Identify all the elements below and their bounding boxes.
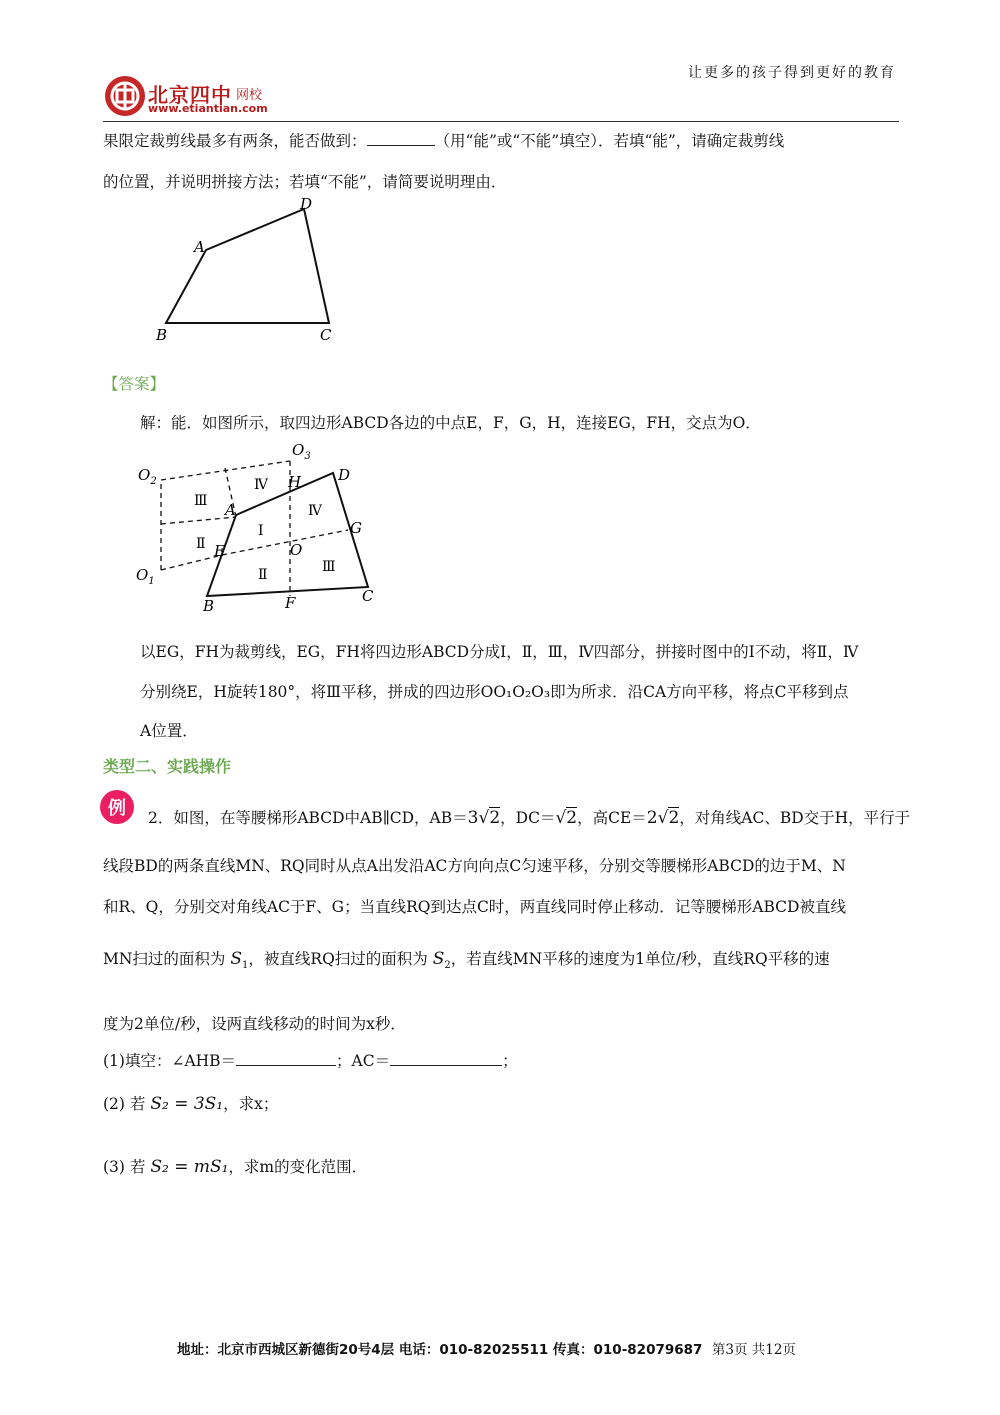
s1-sub: 1 (242, 960, 249, 971)
label-B: B (156, 326, 168, 344)
dc-root: 2 (566, 808, 578, 828)
q2-line2: 线段BD的两条直线MN、RQ同时从点A出发沿AC方向向点C匀速平移，分别交等腰梯形ABCD的边于M、N (103, 857, 846, 875)
label-O1: $O_1$ (136, 566, 155, 587)
s2-sub: 2 (444, 960, 451, 971)
header-divider (103, 121, 899, 122)
quad-abcd-2 (207, 473, 368, 596)
cut-EG (222, 530, 348, 555)
school-logo-icon (103, 74, 147, 118)
label-H: H (288, 473, 302, 491)
region-I: Ⅰ (258, 523, 264, 539)
logo-wangxiao: 网校 (236, 88, 263, 103)
logo-name: 北京四中 (148, 83, 232, 107)
q2-l4-c: ，若直线MN平移的速度为1单位/秒，直线RQ平移的速 (450, 950, 830, 968)
ac-length-blank[interactable] (390, 1051, 502, 1066)
cut-O1-E (161, 555, 222, 570)
part3-text-a: (3) 若 (103, 1158, 146, 1176)
header-slogan: 让更多的孩子得到更好的教育 (688, 65, 896, 81)
logo-url: www.etiantian.com (148, 102, 268, 115)
s2-letter: S (432, 949, 445, 969)
label-G: G (350, 519, 362, 537)
q2-part2 (103, 1092, 278, 1114)
region-III-top: Ⅲ (194, 493, 208, 509)
angle-ahb-blank[interactable] (236, 1051, 336, 1066)
example-badge-text: 例 (108, 798, 126, 819)
part2-text-b: ，求x； (223, 1095, 279, 1113)
section-title: 类型二、实践操作 (103, 757, 232, 776)
q2-part1 (103, 1049, 518, 1071)
q2-line1 (148, 806, 910, 828)
label-E: E (214, 542, 225, 560)
footer-address: 地址：北京市西城区新德街20号4层 电话：010-82025511 传真：010-82079687 (177, 1342, 703, 1358)
region-III: Ⅲ (322, 559, 336, 575)
label-C2: C (362, 587, 374, 605)
q2-ce-value: 2√2 (646, 808, 680, 828)
q2-dc-value: √2 (555, 808, 578, 828)
q2-line4 (103, 947, 830, 971)
q1-text-a: 果限定裁剪线最多有两条，能否做到： (103, 132, 367, 150)
q2-line3: 和R、Q，分别交对角线AC于F、G；当直线RQ到达点C时，两直线同时停止移动．记等腰梯形ABCD被直线 (103, 898, 846, 916)
part2-text-a: (2) 若 (103, 1095, 146, 1113)
part3-text-b: ，求m的变化范围． (228, 1158, 368, 1176)
q2-ab-value: 3√2 (467, 808, 501, 828)
region-II: Ⅱ (258, 567, 268, 583)
label-A2: A (225, 501, 236, 519)
footer-page-number: 第3页 共12页 (711, 1342, 796, 1358)
answer-line3: 分别绕E，H旋转180°，将Ⅲ平移，拼成的四边形OO₁O₂O₃即为所求．沿CA方向平移，将点C平移到点 (140, 683, 849, 701)
answer-line1: 解：能．如图所示，取四边形ABCD各边的中点E，F，G，H，连接EG，FH，交点为O． (140, 414, 761, 432)
quad-abcd (166, 209, 329, 323)
label-O3: $O_3$ (292, 441, 311, 462)
part2-equation: S₂ = 3S₁ (150, 1094, 224, 1114)
answer-line2: 以EG，FH为裁剪线，EG，FH将四边形ABCD分成Ⅰ，Ⅱ，Ⅲ，Ⅳ四部分，拼接时图中的Ⅰ不动，将Ⅱ，Ⅳ (140, 643, 859, 661)
ce-coef: 2 (646, 808, 658, 828)
q2-text-b: ，DC＝ (500, 809, 556, 827)
s1-symbol (230, 949, 248, 969)
q2-line5: 度为2单位/秒，设两直线移动的时间为x秒． (103, 1015, 406, 1033)
q2-part3 (103, 1155, 367, 1177)
label-O: O (290, 541, 303, 559)
s2-symbol (433, 949, 451, 969)
label-B2: B (203, 597, 215, 615)
label-O2: $O_2$ (138, 466, 157, 487)
footer (177, 1338, 796, 1358)
region-IV: Ⅳ (308, 503, 322, 519)
s1-letter: S (230, 949, 243, 969)
q1-answer-blank[interactable] (367, 131, 435, 146)
part3-equation: S₂ = mS₁ (150, 1157, 229, 1177)
q1-line2: 的位置，并说明拼接方法；若填“不能”，请简要说明理由． (103, 173, 507, 191)
q2-text-d: ，对角线AC、BD交于H，平行于 (679, 809, 911, 827)
q2-text-c: ，高CE＝ (577, 809, 647, 827)
label-A: A (194, 238, 205, 256)
ab-coef: 3 (467, 808, 479, 828)
label-D: D (300, 195, 313, 213)
part1-text-c: ； (502, 1052, 518, 1070)
label-F: F (285, 594, 296, 612)
ce-root: 2 (668, 808, 680, 828)
quadrilateral-figure (150, 195, 350, 345)
q2-text-a: 2．如图，在等腰梯形ABCD中AB∥CD，AB＝ (148, 809, 468, 827)
label-C: C (320, 326, 332, 344)
q1-text-b: （用“能”或“不能”填空）．若填“能”，请确定裁剪线 (434, 132, 785, 150)
answer-tag: 【答案】 (103, 375, 166, 393)
q2-l4-a: MN扫过的面积为 (103, 950, 226, 968)
q1-line1 (103, 129, 784, 151)
dissection-figure (130, 435, 390, 620)
region-II-left: Ⅱ (196, 536, 206, 552)
label-D2: D (338, 466, 351, 484)
q2-l4-b: ，被直线RQ扫过的面积为 (248, 950, 428, 968)
region-IV-top: Ⅳ (254, 477, 268, 493)
part1-text-a: (1)填空：∠AHB＝ (103, 1052, 237, 1070)
part1-text-b: ；AC＝ (336, 1052, 391, 1070)
answer-line4: A位置． (140, 722, 198, 740)
ab-root: 2 (489, 808, 501, 828)
